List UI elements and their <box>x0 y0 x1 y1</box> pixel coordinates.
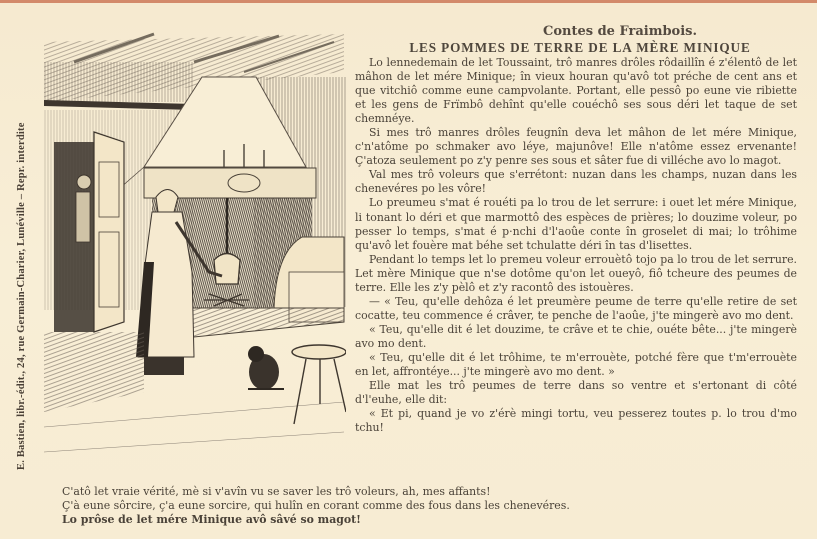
stool <box>292 345 346 424</box>
paragraph: « Teu, qu'elle dit é let trôhime, te m'errouète, potché fère que t'm'errouète en let, affrontéye... j'te mingerè avo mo dent. » <box>355 350 797 379</box>
kitchen-illustration <box>44 32 346 472</box>
publisher-imprint: E. Bastien, libr.-édit., 24, rue Germain-Charier, Lunéville – Repr. interdite <box>16 122 27 470</box>
series-title: Contes de Fraimbois. <box>543 24 697 39</box>
cooking-pot <box>214 254 240 285</box>
paragraph: Pendant lo temps let lo premeu voleur errouètô tojo pa lo trou de let serrure. Let mère Minique que n'se dotôme qu'on let oueyô, fiô tcheure des peumes de terre. Elle les z'y pèlô et z'y racontô des istouères. <box>355 252 797 294</box>
closing-line: C'atô let vraie vérité, mè si v'avîn vu se saver les trô voleurs, ah, mes affants! <box>62 485 491 498</box>
closing-lines <box>62 485 622 527</box>
closing-line-final: Lo prôse de let mére Minique avô sâvé so magot! <box>62 513 361 527</box>
story-text <box>355 56 797 435</box>
closing-line: Ç'à eune sôrcire, ç'a eune sorcire, qui hulîn en corant comme des fous dans les chenevéres. <box>62 499 570 513</box>
paragraph: Lo preumeu s'mat é rouéti pa lo trou de let serrure: i ouet let mére Minique, li tonant lo déri et que marmottô des espèces de prières; lo douzime voleur, po pesser lo temps, s'mat é p·nchi d'l'aoûe conte în groselet di mai; lo trôhime qu'avô let fouère mat béhe set tchulatte déri în tas d'lisettes. <box>355 196 797 252</box>
card-header <box>360 24 800 56</box>
paragraph: « Et pi, quand je vo z'érè mingi tortu, veu pesserez toutes p. lo trou d'mo tchu! <box>355 407 797 435</box>
paragraph: Lo lennedemain de let Toussaint, trô manres drôles rôdaillîn é z'élentô de let mâhon de let mére Minique; în vieux houran qu'avô tot préche de cent ans et que vitchiô comme eune campvolante. Portant, elle pessô po eune vie ribiette et les gens de Frïmbô dehînt qu'elle couéchô ses sous déri let taque de set chemnéye. <box>355 56 797 126</box>
story-title: LES POMMES DE TERRE DE LA MÈRE MINIQUE <box>409 40 751 55</box>
dog <box>248 346 284 390</box>
paragraph: Elle mat les trô peumes de terre dans so ventre et s'ertonant di côté d'l'euhe, elle dit: <box>355 379 797 407</box>
paragraph: Val mes trô voleurs que s'errétont: nuzan dans les champs, nuzan dans les chenevéres po les vôre! <box>355 168 797 196</box>
paragraph: « Teu, qu'elle dit é let douzime, te crâve et te chie, ouéte bête... j'te mingerè avo mo dent. <box>355 322 797 350</box>
paragraph: — « Teu, qu'elle dehôza é let preumère peume de terre qu'elle retire de set cocatte, teu commence é crâver, te penche de l'aoûe, j'te mingerè avo mo dent. <box>355 294 797 322</box>
paragraph: Si mes trô manres drôles feugnîn deva let mâhon de let mére Minique, c'n'atôme po schmaker avo léye, majunôve! Elle n'atôme essez ervenante! Ç'atoza seulement po z'y penre ses sous et sâter fue di villéche avo lo magot. <box>355 126 797 168</box>
